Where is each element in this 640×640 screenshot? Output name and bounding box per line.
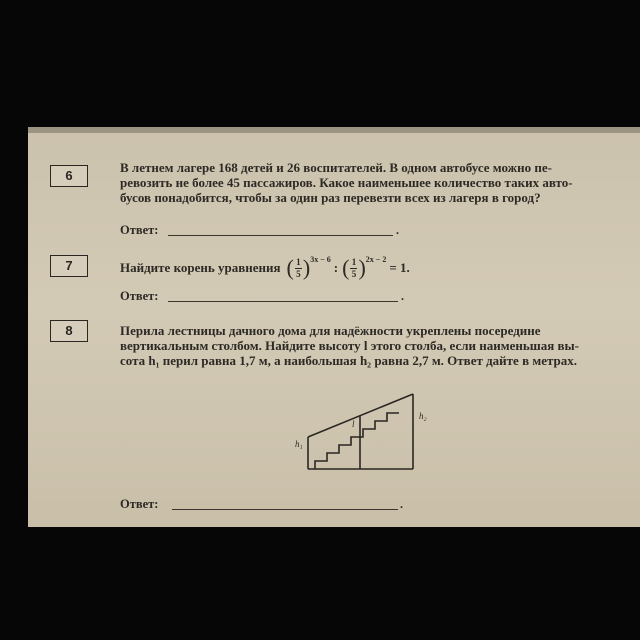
problem-number-6: 6	[50, 165, 88, 187]
problem-8-answer-end: .	[400, 497, 403, 511]
fraction-1: $\frac{1}{5}$	[296, 256, 301, 279]
problem-number-7: 7	[50, 255, 88, 277]
worksheet-page	[28, 127, 640, 527]
division-operator: :	[333, 260, 339, 275]
problem-6-text: В летнем лагере 168 детей и 26 воспитателей. В одном автобусе можно пе- ревозить не более 45 пассажиров. Какое наименьшее количество таких авто- бусов понадобится, чтобы за один раз перевезти всех из лагеря в город?	[120, 160, 573, 205]
problem-6-answer-end: .	[396, 223, 399, 237]
label-l: l	[352, 419, 355, 429]
problem-number-8: 8	[50, 320, 88, 342]
problem-8-answer-line[interactable]	[172, 509, 398, 510]
problem-6-answer-label: Ответ:	[120, 223, 159, 237]
problem-7-equation: Найдите корень уравнения ( $\frac{1}{5}$ ) 3x − 6 : ( $\frac{1}{5}$ ) 2x − 2 = 1.	[120, 254, 410, 280]
problem-7-answer-label: Ответ:	[120, 289, 159, 303]
fraction-2: $\frac{1}{5}$	[351, 256, 357, 279]
problem-8-text: Перила лестницы дачного дома для надёжности укреплены посередине вертикальным столбом. Найдите высоту l этого столба, если наименьшая вы- сота h₁ перил равна 1,7 м, а наибольшая h₂ равна 2,7 м. Ответ дайте в метрах.	[120, 323, 579, 368]
label-h1: h₁	[295, 439, 303, 449]
problem-7-answer-end: .	[401, 289, 404, 303]
problem-7-text: Найдите корень уравнения	[120, 260, 281, 275]
staircase-figure	[283, 389, 483, 484]
stairs	[315, 413, 399, 469]
problem-8-answer-label: Ответ:	[120, 497, 159, 511]
exponent-1: 3x − 6	[310, 254, 331, 264]
problem-6-answer-line[interactable]	[168, 235, 393, 236]
page-edge	[28, 127, 640, 133]
problem-7-answer-line[interactable]	[168, 301, 398, 302]
exponent-2: 2x − 2	[365, 254, 387, 264]
label-h2: h₂	[419, 411, 427, 421]
equation-result: = 1.	[389, 260, 410, 275]
